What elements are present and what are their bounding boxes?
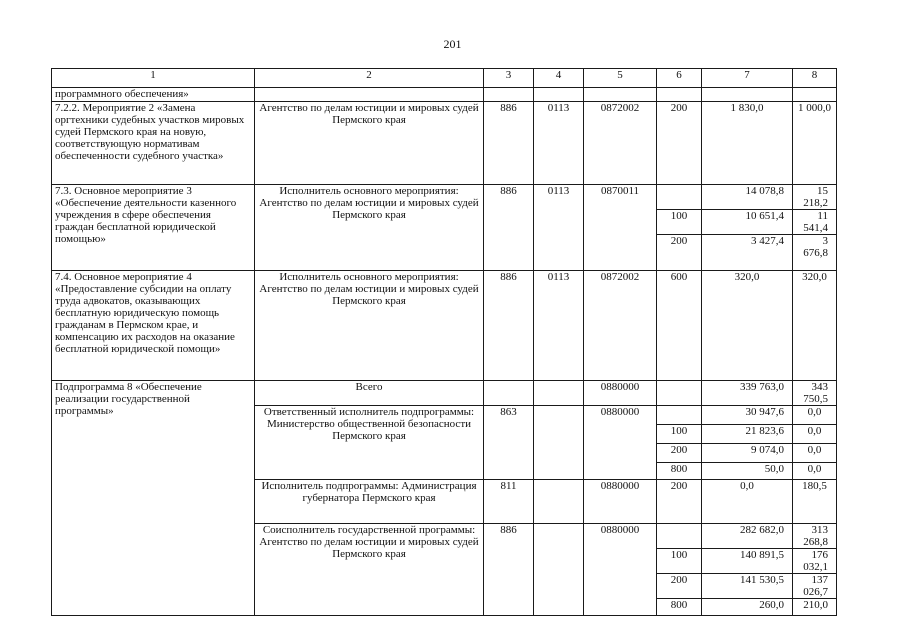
cell-vr: 100 (657, 425, 702, 444)
cell-amount-8: 180,5 (793, 480, 837, 524)
row-title: 7.2.2. Мероприятие 2 «Замена оргтехники судебных участков мировых судей Пермского края на новую, соответствующую нормативам обеспеченности судебного участка» (52, 102, 255, 185)
cell-vr: 600 (657, 271, 702, 381)
cell-vr: 200 (657, 480, 702, 524)
cell-grbs: 863 (484, 406, 534, 480)
cell-amount-7: 339 763,0 (702, 381, 793, 406)
cell-amount-7: 320,0 (702, 271, 793, 381)
row-title: 7.4. Основное мероприятие 4 «Предоставление субсидии на оплату труда адвокатов, оказывающих бесплатную юридическую помощь гражданам в Пермском крае, и компенсацию их расходов на оказание бесплатной юридической помощи» (52, 271, 255, 381)
cell-section: 0113 (534, 185, 584, 271)
table-row (52, 381, 837, 406)
cell-vr: 800 (657, 463, 702, 480)
cell-amount-8: 0,0 (793, 425, 837, 444)
cell-amount-7: 141 530,5 (702, 574, 793, 599)
cell-target: 0880000 (584, 406, 657, 480)
cell-amount-7: 282 682,0 (702, 524, 793, 549)
executor-cell: Исполнитель основного мероприятия: Агентство по делам юстиции и мировых судей Пермского края (255, 185, 484, 271)
cell-amount-8: 343 750,5 (793, 381, 837, 406)
row-title: программного обеспечения» (52, 88, 255, 102)
cell-amount-8: 0,0 (793, 406, 837, 425)
cell-amount-7: 0,0 (702, 480, 793, 524)
table-row (52, 185, 837, 210)
cell-amount-8: 320,0 (793, 271, 837, 381)
cell-amount-8: 0,0 (793, 463, 837, 480)
cell-amount-7: 3 427,4 (702, 235, 793, 271)
cell-section: 0113 (534, 271, 584, 381)
cell-target: 0872002 (584, 271, 657, 381)
table-header-row (52, 69, 837, 88)
executor-cell: Ответственный исполнитель подпрограммы: Министерство общественной безопасности Пермского края (255, 406, 484, 480)
executor-cell: Исполнитель основного мероприятия: Агентство по делам юстиции и мировых судей Пермского края (255, 271, 484, 381)
cell-target: 0880000 (584, 524, 657, 616)
table-row (52, 88, 837, 102)
cell-amount-7: 30 947,6 (702, 406, 793, 425)
cell-vr: 100 (657, 210, 702, 235)
cell-amount-7: 140 891,5 (702, 549, 793, 574)
cell-grbs: 886 (484, 102, 534, 185)
cell-grbs: 886 (484, 271, 534, 381)
column-header: 7 (702, 69, 793, 88)
cell-vr: 100 (657, 549, 702, 574)
cell-target: 0880000 (584, 381, 657, 406)
cell-amount-7: 9 074,0 (702, 444, 793, 463)
budget-table (51, 68, 837, 616)
cell-vr: 200 (657, 235, 702, 271)
cell-vr: 200 (657, 574, 702, 599)
table-row (52, 271, 837, 381)
cell-amount-7: 50,0 (702, 463, 793, 480)
cell-vr: 200 (657, 444, 702, 463)
cell-vr (657, 524, 702, 549)
cell-vr (657, 406, 702, 425)
executor-cell: Исполнитель подпрограммы: Администрация губернатора Пермского края (255, 480, 484, 524)
cell-amount-8: 137 026,7 (793, 574, 837, 599)
cell-amount-8: 15 218,2 (793, 185, 837, 210)
cell-amount-7: 1 830,0 (702, 102, 793, 185)
column-header: 5 (584, 69, 657, 88)
cell-target: 0880000 (584, 480, 657, 524)
cell-grbs: 886 (484, 185, 534, 271)
cell-grbs: 811 (484, 480, 534, 524)
executor-cell: Агентство по делам юстиции и мировых судей Пермского края (255, 102, 484, 185)
cell-amount-8: 11 541,4 (793, 210, 837, 235)
cell-amount-8: 3 676,8 (793, 235, 837, 271)
cell-amount-8: 1 000,0 (793, 102, 837, 185)
table-row (52, 102, 837, 185)
cell-amount-8: 176 032,1 (793, 549, 837, 574)
cell-section: 0113 (534, 102, 584, 185)
row-title: 7.3. Основное мероприятие 3 «Обеспечение деятельности казенного учреждения в сфере обеспечения граждан бесплатной юридической помощью» (52, 185, 255, 271)
cell-grbs: 886 (484, 524, 534, 616)
cell-amount-7: 14 078,8 (702, 185, 793, 210)
cell-vr: 200 (657, 102, 702, 185)
cell-amount-8: 0,0 (793, 444, 837, 463)
column-header: 8 (793, 69, 837, 88)
page-number: 201 (443, 37, 462, 51)
cell-amount-7: 260,0 (702, 599, 793, 616)
cell-vr: 800 (657, 599, 702, 616)
executor-cell: Соисполнитель государственной программы: Агентство по делам юстиции и мировых судей Пермского края (255, 524, 484, 616)
column-header: 2 (255, 69, 484, 88)
column-header: 4 (534, 69, 584, 88)
column-header: 3 (484, 69, 534, 88)
cell-vr (657, 185, 702, 210)
cell-amount-8: 313 268,8 (793, 524, 837, 549)
cell-target: 0870011 (584, 185, 657, 271)
cell-amount-7: 21 823,6 (702, 425, 793, 444)
executor-cell: Всего (255, 381, 484, 406)
column-header: 6 (657, 69, 702, 88)
cell-target: 0872002 (584, 102, 657, 185)
column-header: 1 (52, 69, 255, 88)
cell-amount-8: 210,0 (793, 599, 837, 616)
row-title: Подпрограмма 8 «Обеспечение реализации государственной программы» (52, 381, 255, 616)
cell-amount-7: 10 651,4 (702, 210, 793, 235)
